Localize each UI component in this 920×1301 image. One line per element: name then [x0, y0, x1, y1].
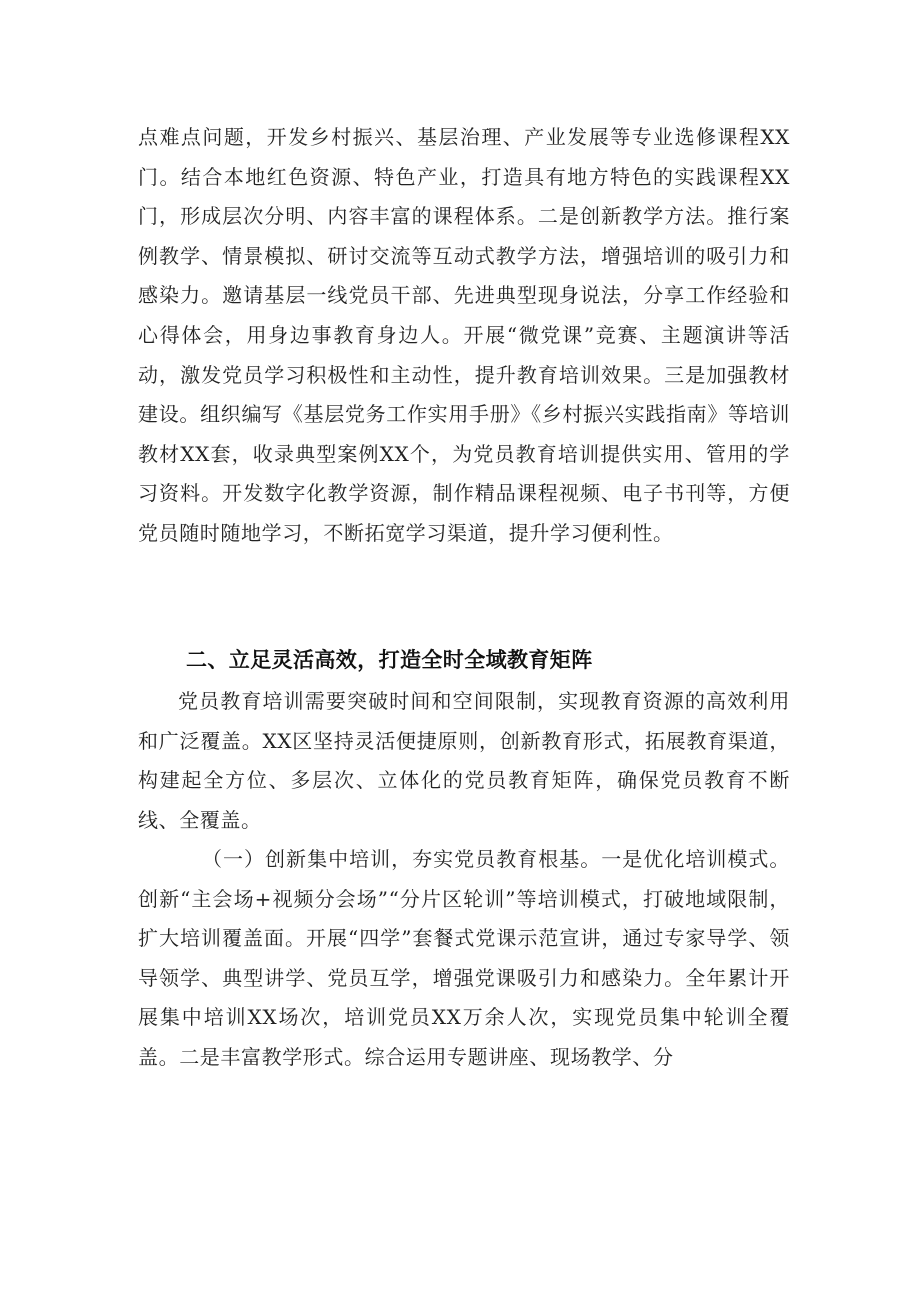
body-paragraph [138, 682, 790, 840]
paragraph-text: （一）创新集中培训，夯实党员教育根基。一是优化培训模式。创新“主会场+视频分会场”“分片区轮训”等培训模式，打破地域限制，扩大培训覆盖面。开展“四学”套餐式党课示范宣讲，通过专家导学、领导领学、典型讲学、党员互学，增强党课吸引力和感染力。全年累计开展集中培训XX场次，培训党员XX万余人次，实现党员集中轮训全覆盖。二是丰富教学形式。综合运用专题讲座、现场教学、分 [138, 847, 790, 1069]
body-paragraph [138, 840, 790, 1078]
body-paragraph [138, 118, 790, 554]
paragraph-text: 点难点问题，开发乡村振兴、基层治理、产业发展等专业选修课程XX门。结合本地红色资源、特色产业，打造具有地方特色的实践课程XX门，形成层次分明、内容丰富的课程体系。二是创新教学方法。推行案例教学、情景模拟、研讨交流等互动式教学方法，增强培训的吸引力和感染力。邀请基层一线党员干部、先进典型现身说法，分享工作经验和心得体会，用身边事教育身边人。开展“微党课”竞赛、主题演讲等活动，激发党员学习积极性和主动性，提升教育培训效果。三是加强教材建设。组织编写《基层党务工作实用手册》《乡村振兴实践指南》等培训教材XX套，收录典型案例XX个，为党员教育培训提供实用、管用的学习资料。开发数字化教学资源，制作精品课程视频、电子书刊等，方便党员随时随地学习，不断拓宽学习渠道，提升学习便利性。 [138, 125, 790, 545]
section-heading: 二、立足灵活高效，打造全时全域教育矩阵 [186, 648, 593, 672]
paragraph-text: 党员教育培训需要突破时间和空间限制，实现教育资源的高效利用和广泛覆盖。XX区坚持灵活便捷原则，创新教育形式，拓展教育渠道，构建起全方位、多层次、立体化的党员教育矩阵，确保党员教育不断线、全覆盖。 [138, 689, 790, 832]
